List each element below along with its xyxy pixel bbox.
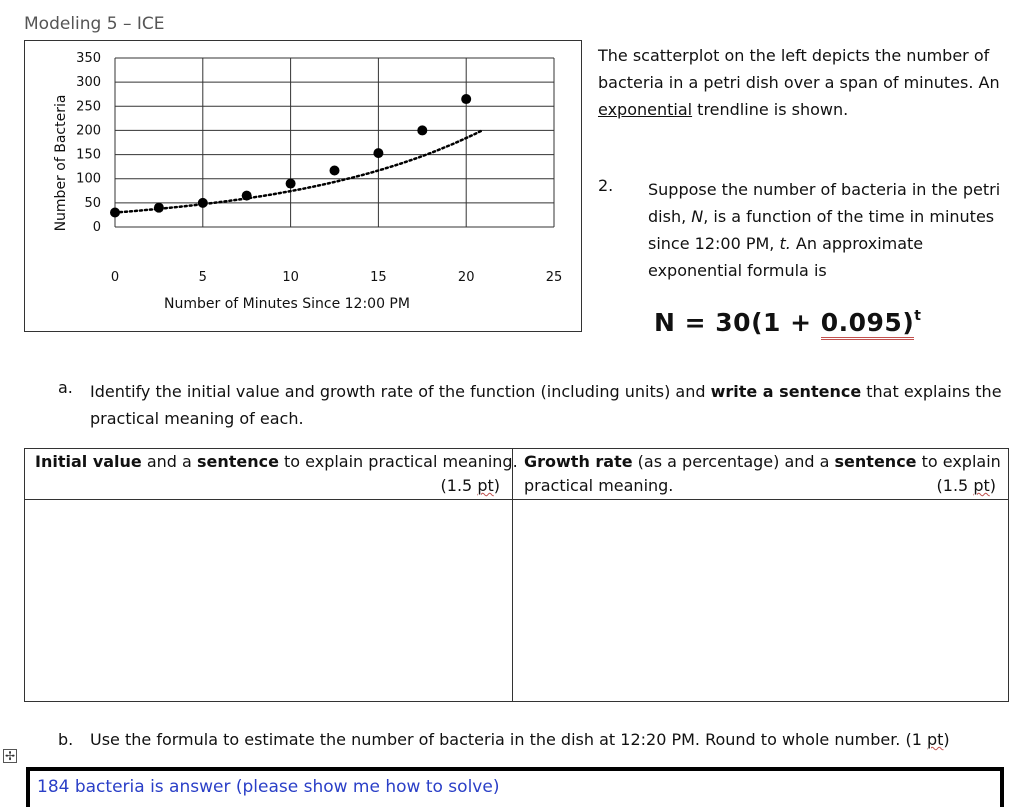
hr-pts-open: (1.5 [936,476,974,495]
x-tick-label: 25 [545,270,563,285]
table-header-left [25,449,518,500]
y-tick-label: 300 [76,75,101,91]
y-axis-label: Number of Bacteria [53,94,69,232]
answer-box[interactable] [26,767,1004,807]
header-right-points [937,474,996,498]
hl-pts-unit: pt [477,476,494,495]
formula-exponent: t [914,308,922,324]
hl-pts-open: (1.5 [440,476,478,495]
exponential-formula [654,308,921,337]
x-tick-label: 15 [370,270,387,285]
q2-var-n: N [691,207,704,226]
qa-part2: that explains the practical meaning of each. [90,382,1002,428]
document-title: Modeling 5 – ICE [24,14,165,34]
data-point [461,94,471,104]
header-right-line2: practical meaning. [524,476,674,495]
question-b-text [90,730,1020,749]
growth-rate-answer-cell[interactable] [513,500,1008,701]
y-tick-label: 0 [92,220,101,235]
data-point [286,179,296,189]
hr-pts-close: ) [989,476,996,495]
q2-part3: An approximate exponential formula is [648,234,924,280]
chart-svg [25,41,581,331]
x-axis-label: Number of Minutes Since 12:00 PM [164,296,410,312]
q2-part2: , is a function of the time in minutes since 12:00 PM, [648,207,995,253]
question-2-text [648,176,1018,284]
data-point [198,198,208,208]
hl-pts-close: ) [493,476,500,495]
y-tick-label: 150 [76,147,101,163]
question-2-number: 2. [598,176,614,195]
trendline [115,131,482,213]
description-underlined: exponential [598,100,693,119]
answer-text: 184 bacteria is answer (please show me how to solve) [37,777,500,797]
hr-pts-unit: pt [973,476,990,495]
scatter-chart [24,40,582,332]
qa-part1: Identify the initial value and growth rate of the function (including units) and [90,382,711,401]
table-header-right [513,449,1008,500]
formula-rate: 0.095 [821,308,903,340]
qa-bold: write a sentence [710,382,862,401]
x-tick-label: 0 [110,270,120,285]
x-tick-label: 10 [282,270,299,285]
y-tick-label: 100 [76,171,101,187]
formula-suffix: ) [902,308,914,340]
formula-prefix: N = 30(1 + [654,308,821,337]
answer-table [24,448,1009,702]
q2-part1: Suppose the number of bacteria in the petri dish, [648,180,1001,226]
data-point [242,191,252,201]
question-a-letter: a. [58,378,73,397]
table-col-growth-rate [513,449,1008,701]
hr-text2: to explain [916,452,1001,471]
hl-text2: to explain practical meaning. [278,452,518,471]
y-tick-label: 350 [76,51,101,66]
data-point [330,166,340,176]
y-tick-label: 200 [76,123,101,139]
y-tick-label: 50 [84,195,101,211]
q2-var-t: t. [779,234,791,253]
chart-description [598,42,1018,123]
data-point [373,148,383,158]
data-point [417,125,427,135]
hr-bold2: sentence [834,452,917,471]
data-point [110,208,120,218]
hl-bold2: sentence [196,452,279,471]
qb-text: Use the formula to estimate the number of bacteria in the dish at 12:20 PM. Round to whole number. (1 [90,730,927,749]
x-tick-label: 5 [198,270,207,285]
move-icon[interactable]: ✢ [4,749,16,763]
header-right-line1 [524,450,1001,474]
data-point [154,203,164,213]
header-left-points [441,474,500,498]
initial-value-answer-cell[interactable] [25,500,512,701]
qb-pts-unit: pt [926,730,944,749]
question-a-text [90,378,1010,432]
hr-bold1: Growth rate [524,452,633,471]
x-tick-label: 20 [457,270,475,285]
qb-pts-close: ) [943,730,950,749]
description-text-1: The scatterplot on the left depicts the number of bacteria in a petri dish over a span of minutes. An [598,46,1000,92]
question-b-letter: b. [58,730,74,749]
header-left-line1 [35,450,518,474]
table-col-initial-value [25,449,518,701]
hl-bold1: Initial value [35,452,142,471]
description-text-2: trendline is shown. [692,100,849,119]
hl-text1: and a [141,452,197,471]
hr-text1: (as a percentage) and a [632,452,835,471]
y-tick-label: 250 [76,99,101,115]
